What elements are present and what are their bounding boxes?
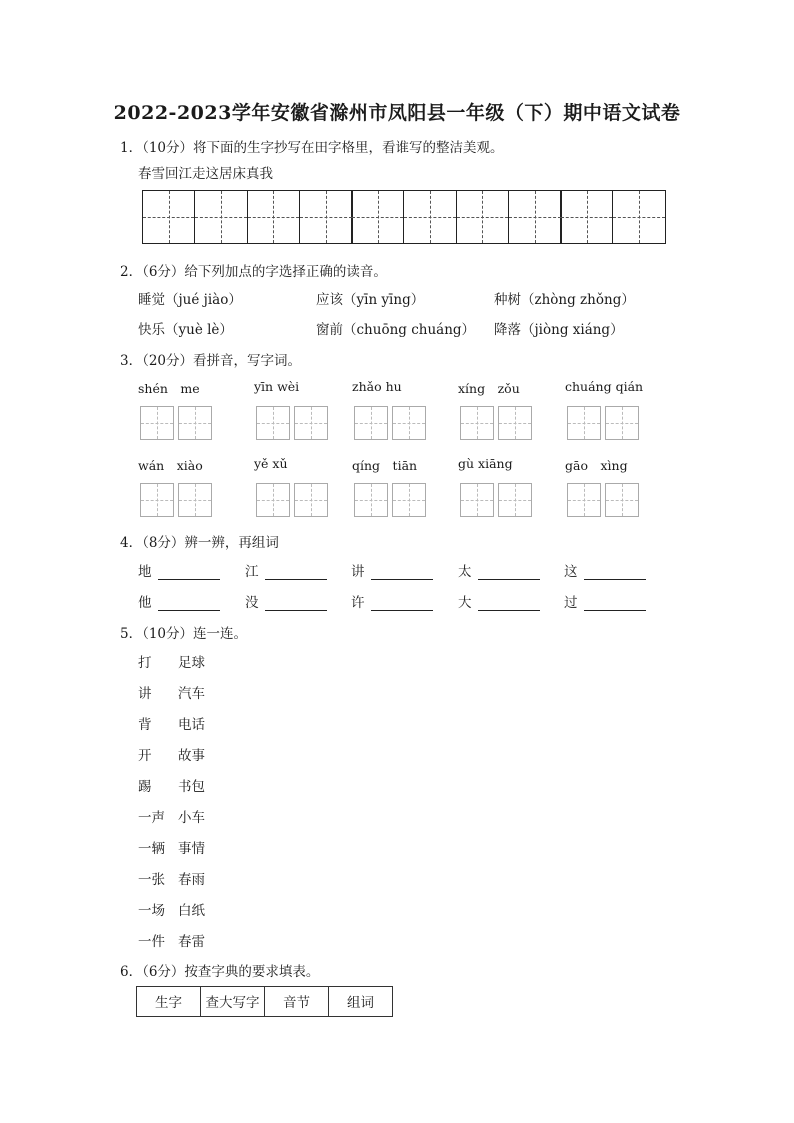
word-group-item[interactable] [564,560,646,580]
writing-box[interactable] [460,406,494,440]
pinyin-prompt: chuáng qián [565,379,644,394]
writing-box[interactable] [605,483,639,517]
q2-item[interactable]: 睡觉（jué jiào） [138,292,242,308]
writing-box[interactable] [140,406,174,440]
tianzige-pair [247,190,353,244]
word-group-char: 许 [351,595,365,611]
question-2-label: 2．（6分）给下列加点的字选择正确的读音。 [120,264,387,280]
q2-item[interactable]: 窗前（chuōng chuáng） [316,322,476,338]
match-left-item[interactable]: 讲 [138,686,152,702]
writing-box[interactable] [567,406,601,440]
match-left-item[interactable]: 踢 [138,779,152,795]
match-left-item[interactable]: 一声 [138,810,165,826]
word-group-char: 这 [564,564,578,580]
tianzige-box[interactable] [195,191,247,243]
writing-grid[interactable] [354,406,430,440]
answer-blank[interactable] [371,596,433,611]
tianzige-box[interactable] [300,191,352,243]
writing-box[interactable] [354,483,388,517]
word-group-item[interactable] [458,591,540,611]
word-group-char: 过 [564,595,578,611]
answer-blank[interactable] [371,565,433,580]
writing-box[interactable] [294,483,328,517]
question-4-label: 4．（8分）辨一辨，再组词 [120,535,279,551]
writing-box[interactable] [140,483,174,517]
question-6-label: 6．（6分）按查字典的要求填表。 [120,964,320,980]
word-group-char: 讲 [351,564,365,580]
tianzige-box[interactable] [248,191,300,243]
dictionary-table [136,986,393,1017]
writing-box[interactable] [354,406,388,440]
answer-blank[interactable] [265,565,327,580]
answer-blank[interactable] [265,596,327,611]
writing-box[interactable] [178,483,212,517]
pinyin-prompt: qíng tiān [352,458,418,473]
match-right-item[interactable]: 小车 [178,810,205,826]
pinyin-prompt: zhǎo hu [352,379,402,394]
question-3-label: 3．（20分）看拼音，写字词。 [120,353,302,369]
question-1-characters: 春雪回江走这居床真我 [138,166,273,182]
writing-box[interactable] [392,406,426,440]
tianzige-box[interactable] [613,191,665,243]
match-left-item[interactable]: 一场 [138,903,165,919]
writing-grid[interactable] [256,406,332,440]
q2-item[interactable]: 降落（jiòng xiáng） [494,322,624,338]
tianzige-box[interactable] [352,191,404,243]
answer-blank[interactable] [158,596,220,611]
table-header-cell: 组词 [329,987,393,1017]
match-right-item[interactable]: 故事 [178,748,205,764]
writing-box[interactable] [178,406,212,440]
match-right-item[interactable]: 春雨 [178,872,205,888]
tianzige-grid[interactable] [142,190,666,244]
word-group-item[interactable] [351,591,433,611]
match-right-item[interactable]: 足球 [178,655,205,671]
tianzige-box[interactable] [509,191,561,243]
word-group-item[interactable] [138,560,220,580]
pinyin-prompt: yě xǔ [254,456,288,471]
tianzige-box[interactable] [457,191,509,243]
match-right-item[interactable]: 书包 [178,779,205,795]
word-group-char: 地 [138,564,152,580]
match-right-item[interactable]: 白纸 [178,903,205,919]
match-right-item[interactable]: 春雷 [178,934,205,950]
answer-blank[interactable] [584,565,646,580]
writing-box[interactable] [256,406,290,440]
match-left-item[interactable]: 背 [138,717,152,733]
answer-blank[interactable] [478,596,540,611]
pinyin-prompt: yīn wèi [254,379,300,394]
pinyin-prompt: wán xiào [138,458,203,473]
writing-grid[interactable] [354,483,430,517]
writing-grid[interactable] [567,406,643,440]
writing-box[interactable] [294,406,328,440]
tianzige-pair [560,190,666,244]
tianzige-pair [456,190,562,244]
writing-box[interactable] [498,483,532,517]
tianzige-box[interactable] [404,191,456,243]
word-group-item[interactable] [138,591,220,611]
tianzige-pair [351,190,457,244]
writing-grid[interactable] [256,483,332,517]
word-group-item[interactable] [458,560,540,580]
word-group-char: 没 [245,595,259,611]
writing-grid[interactable] [140,483,216,517]
table-header-cell: 生字 [137,987,201,1017]
match-left-item[interactable]: 一辆 [138,841,165,857]
match-left-item[interactable]: 一张 [138,872,165,888]
question-1-label: 1．（10分）将下面的生字抄写在田字格里，看谁写的整洁美观。 [120,140,504,156]
q2-item[interactable]: 应该（yīn yīng） [316,292,425,308]
word-group-char: 太 [458,564,472,580]
pinyin-prompt: gāo xìng [565,458,628,473]
tianzige-pair [142,190,248,244]
pinyin-prompt: xíng zǒu [458,381,520,396]
table-header-cell: 查大写字 [201,987,265,1017]
writing-box[interactable] [605,406,639,440]
writing-grid[interactable] [460,483,536,517]
tianzige-box[interactable] [143,191,195,243]
tianzige-box[interactable] [561,191,613,243]
writing-grid[interactable] [567,483,643,517]
word-group-item[interactable] [245,560,327,580]
table-header-cell: 音节 [265,987,329,1017]
match-left-item[interactable]: 打 [138,655,152,671]
question-5-label: 5．（10分）连一连。 [120,626,248,642]
page-title: 2022-2023学年安徽省滁州市凤阳县一年级（下）期中语文试卷 [113,102,681,124]
answer-blank[interactable] [478,565,540,580]
word-group-char: 大 [458,595,472,611]
match-right-item[interactable]: 事情 [178,841,205,857]
writing-box[interactable] [567,483,601,517]
match-right-item[interactable]: 电话 [178,717,205,733]
writing-box[interactable] [256,483,290,517]
writing-box[interactable] [392,483,426,517]
q2-item[interactable]: 种树（zhòng zhǒng） [494,292,635,308]
writing-box[interactable] [460,483,494,517]
word-group-item[interactable] [245,591,327,611]
writing-box[interactable] [498,406,532,440]
match-left-item[interactable]: 开 [138,748,152,764]
match-left-item[interactable]: 一件 [138,934,165,950]
word-group-char: 江 [245,564,259,580]
pinyin-prompt: shén me [138,381,200,396]
word-group-char: 他 [138,595,152,611]
word-group-item[interactable] [564,591,646,611]
pinyin-prompt: gù xiāng [458,456,513,471]
answer-blank[interactable] [158,565,220,580]
answer-blank[interactable] [584,596,646,611]
q2-item[interactable]: 快乐（yuè lè） [138,322,233,338]
writing-grid[interactable] [140,406,216,440]
word-group-item[interactable] [351,560,433,580]
match-right-item[interactable]: 汽车 [178,686,205,702]
writing-grid[interactable] [460,406,536,440]
